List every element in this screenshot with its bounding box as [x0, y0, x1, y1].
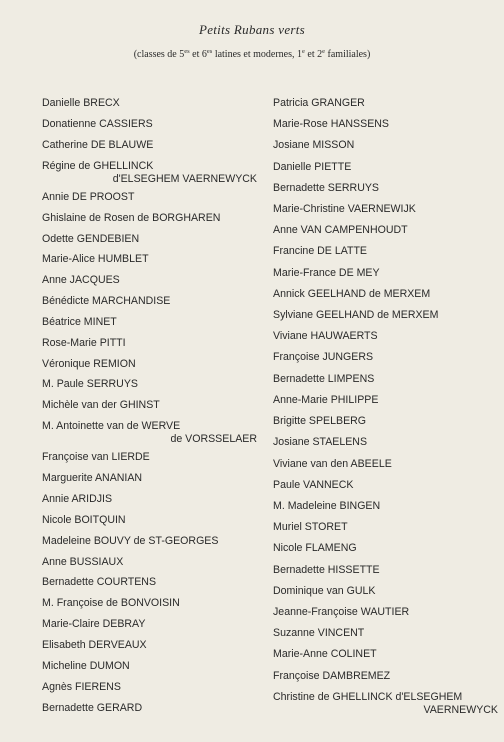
subtitle-superscript: e — [302, 48, 305, 55]
list-item — [273, 288, 498, 301]
name-line: Bernadette COURTENS — [42, 576, 157, 588]
name-line: Marie-Alice HUMBLET — [42, 253, 149, 265]
list-item — [273, 500, 498, 513]
list-item — [42, 118, 257, 131]
name-line: Françoise JUNGERS — [273, 351, 374, 363]
name-line: Donatienne CASSIERS — [42, 118, 153, 130]
list-item — [273, 309, 498, 322]
name-line: Josiane STAELENS — [273, 436, 368, 448]
list-item — [42, 451, 257, 464]
list-item — [273, 436, 498, 449]
list-item — [273, 267, 498, 280]
name-line: Marie-Claire DEBRAY — [42, 618, 146, 630]
list-item — [273, 564, 498, 577]
list-item — [42, 681, 257, 694]
name-line: Anne VAN CAMPENHOUDT — [273, 224, 408, 236]
name-line: Brigitte SPELBERG — [273, 415, 367, 427]
list-item — [42, 576, 257, 589]
list-item — [273, 542, 498, 555]
list-item — [273, 351, 498, 364]
list-item — [273, 521, 498, 534]
name-line: Danielle PIETTE — [273, 161, 352, 173]
list-item — [273, 627, 498, 640]
name-line-continued: d'ELSEGHEM VAERNEWYCK — [112, 173, 257, 185]
name-line: Bernadette LIMPENS — [273, 373, 375, 385]
name-line: Muriel STORET — [273, 521, 348, 533]
list-item — [42, 660, 257, 673]
list-item — [273, 394, 498, 407]
name-line: Anne-Marie PHILIPPE — [273, 394, 379, 406]
list-item — [273, 479, 498, 492]
name-line: Béatrice MINET — [42, 316, 117, 328]
name-line: Sylviane GEELHAND de MERXEM — [273, 309, 439, 321]
name-line: Bernadette SERRUYS — [273, 182, 379, 194]
list-item — [42, 378, 257, 391]
name-line: Nicole FLAMENG — [273, 542, 357, 554]
name-line: Marie-Rose HANSSENS — [273, 118, 389, 130]
list-item — [42, 702, 257, 715]
list-item — [42, 472, 257, 485]
name-line: Rose-Marie PITTI — [42, 337, 126, 349]
name-line: Michèle van der GHINST — [42, 399, 160, 411]
name-line: Catherine DE BLAUWE — [42, 139, 154, 151]
name-line: M. Françoise de BONVOISIN — [42, 597, 180, 609]
name-line: Bénédicte MARCHANDISE — [42, 295, 171, 307]
name-line: Marguerite ANANIAN — [42, 472, 143, 484]
page-subtitle — [0, 48, 504, 60]
list-item — [273, 203, 498, 216]
list-item — [42, 399, 257, 412]
name-line: Annick GEELHAND de MERXEM — [273, 288, 431, 300]
name-line: Annie ARIDJIS — [42, 493, 113, 505]
name-line: M. Madeleine BINGEN — [273, 500, 381, 512]
name-line: Françoise van LIERDE — [42, 451, 150, 463]
list-item — [273, 648, 498, 661]
list-item — [42, 233, 257, 246]
list-item — [42, 618, 257, 631]
list-item — [42, 316, 257, 329]
list-item — [42, 191, 257, 204]
name-line: Annie DE PROOST — [42, 191, 135, 203]
list-item — [42, 420, 257, 446]
name-line: Marie-Anne COLINET — [273, 648, 377, 660]
name-line: Patricia GRANGER — [273, 97, 365, 109]
name-line: M. Antoinette van de WERVE — [42, 420, 181, 432]
name-line: Suzanne VINCENT — [273, 627, 365, 639]
list-item — [273, 118, 498, 131]
list-item — [273, 161, 498, 174]
name-line: Paule VANNECK — [273, 479, 354, 491]
list-item — [273, 330, 498, 343]
name-line: Josiane MISSON — [273, 139, 355, 151]
list-item — [273, 585, 498, 598]
list-item — [273, 458, 498, 471]
name-line-continued: VAERNEWYCK — [423, 704, 498, 716]
name-line: Françoise DAMBREMEZ — [273, 670, 391, 682]
name-line: Véronique REMION — [42, 358, 136, 370]
list-item — [42, 253, 257, 266]
name-line: Jeanne-Françoise WAUTIER — [273, 606, 410, 618]
list-item — [42, 493, 257, 506]
name-line: Christine de GHELLINCK d'ELSEGHEM — [273, 691, 463, 703]
list-item — [42, 337, 257, 350]
name-line: Bernadette HISSETTE — [273, 564, 380, 576]
name-line: Danielle BRECX — [42, 97, 120, 109]
list-item — [273, 97, 498, 110]
list-item — [273, 224, 498, 237]
subtitle-superscript: es — [206, 48, 213, 55]
name-line: Ghislaine de Rosen de BORGHAREN — [42, 212, 221, 224]
name-line: Madeleine BOUVY de ST-GEORGES — [42, 535, 219, 547]
list-item — [42, 535, 257, 548]
list-item — [42, 358, 257, 371]
name-line: Viviane van den ABEELE — [273, 458, 392, 470]
list-item — [273, 606, 498, 619]
subtitle-superscript: es — [184, 48, 190, 55]
name-line: Régine de GHELLINCK — [42, 160, 154, 172]
subtitle-text: et 6 — [189, 49, 207, 60]
page-title: Petits Rubans verts — [198, 22, 306, 37]
name-line: Anne BUSSIAUX — [42, 556, 124, 568]
name-line: Elisabeth DERVEAUX — [42, 639, 147, 651]
list-item — [273, 691, 498, 717]
subtitle-text: familiales) — [325, 49, 371, 60]
name-line: Viviane HAUWAERTS — [273, 330, 378, 342]
list-item — [273, 415, 498, 428]
name-line: Marie-Christine VAERNEWIJK — [273, 203, 416, 215]
name-line: Marie-France DE MEY — [273, 267, 380, 279]
name-line: Francine DE LATTE — [273, 245, 367, 257]
subtitle-text: latines et modernes, 1 — [212, 49, 303, 60]
name-line: M. Paule SERRUYS — [42, 378, 138, 390]
list-item — [42, 212, 257, 225]
name-line: Bernadette GERARD — [42, 702, 143, 714]
list-item — [42, 295, 257, 308]
list-item — [42, 274, 257, 287]
name-line: Anne JACQUES — [42, 274, 120, 286]
list-item — [42, 597, 257, 610]
list-item — [273, 182, 498, 195]
list-item — [42, 556, 257, 569]
name-line-continued: de VORSSELAER — [170, 433, 257, 445]
list-item — [42, 639, 257, 652]
name-line: Nicole BOITQUIN — [42, 514, 126, 526]
list-item — [42, 139, 257, 152]
subtitle-superscript: e — [322, 48, 326, 55]
name-line: Micheline DUMON — [42, 660, 130, 672]
subtitle-text: et 2 — [304, 49, 323, 60]
list-item — [273, 139, 498, 152]
list-item — [42, 514, 257, 527]
name-line: Agnès FIERENS — [42, 681, 121, 693]
list-item — [42, 97, 257, 110]
list-item — [273, 670, 498, 683]
subtitle-text: (classes de 5 — [133, 49, 185, 60]
name-line: Dominique van GULK — [273, 585, 376, 597]
name-line: Odette GENDEBIEN — [42, 233, 140, 245]
list-item — [273, 373, 498, 386]
list-item — [273, 245, 498, 258]
list-item — [42, 160, 257, 186]
